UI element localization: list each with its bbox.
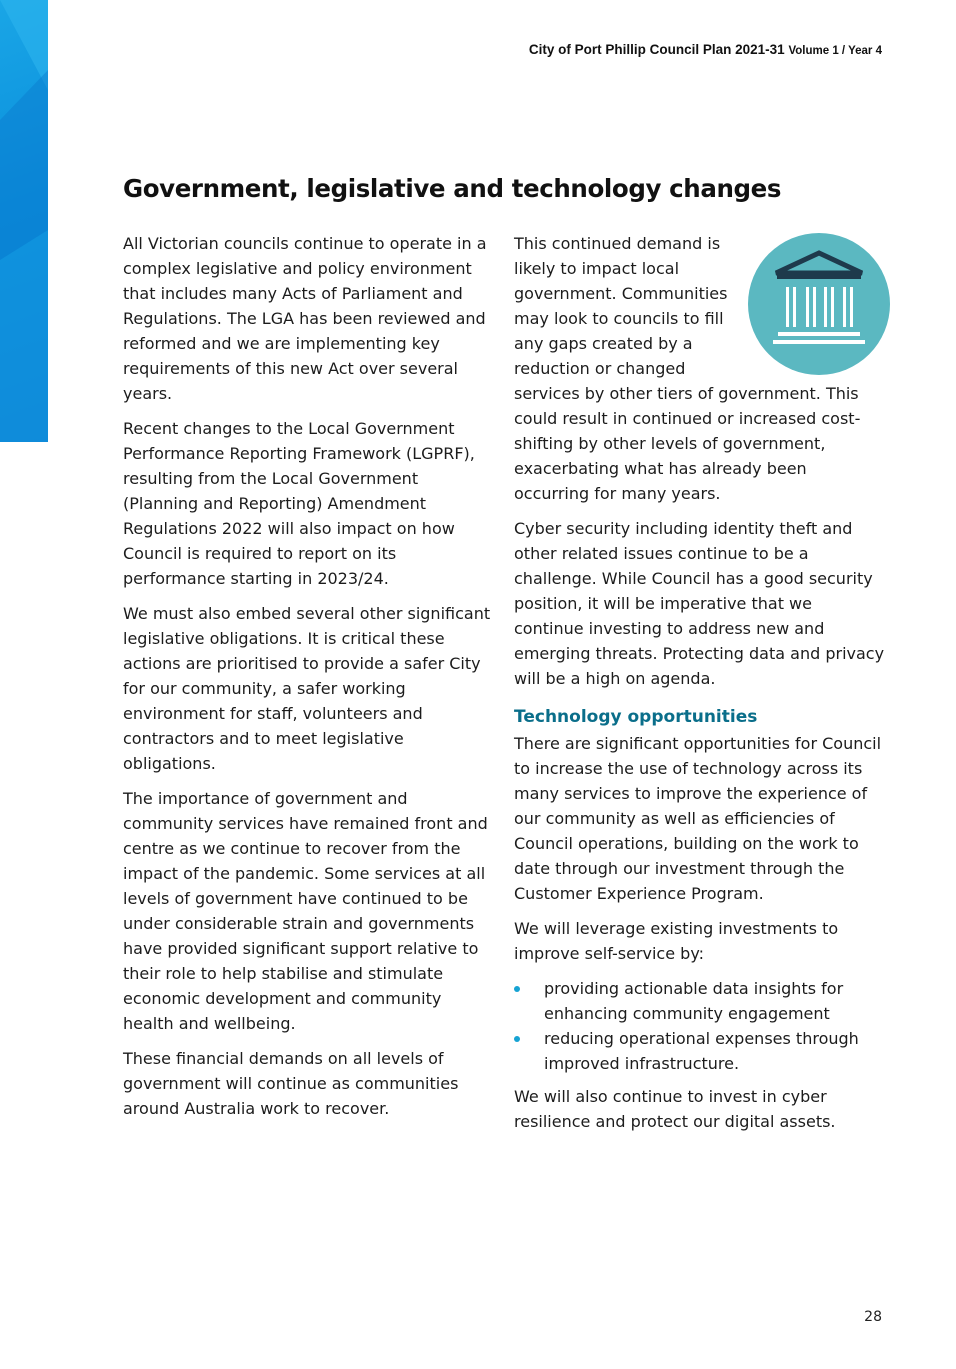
volume-label: Volume 1 / Year 4 — [788, 45, 882, 57]
paragraph: The importance of government and community services have remained front and centre as we continue to recover from the impact of the pandemic. Some services at all levels of government have continued to be under considerable strain and governments have provided significant support relative to their role to help stabilise and stimulate economic development and community health and wellbeing. — [123, 789, 488, 1033]
bullet-list — [514, 976, 886, 1076]
page-number: 28 — [864, 1309, 882, 1325]
list-item-text: reducing operational expenses through improved infrastructure. — [544, 1029, 859, 1073]
paragraph: These financial demands on all levels of government will continue as communities around Australia work to recover. — [123, 1049, 459, 1118]
list-item — [514, 1026, 886, 1076]
paragraph: Cyber security including identity theft and other related issues continue to be a challenge. While Council has a good security position, it will be imperative that we continue investing to address new and emerging threats. Protecting data and privacy will be a high on agenda. — [514, 519, 885, 688]
paragraph: Recent changes to the Local Government Performance Reporting Framework (LGPRF), resulting from the Local Government (Planning and Reporting) Amendment Regulations 2022 will also impact on how Council is required to report on its performance starting in 2023/24. — [123, 419, 475, 588]
document-title: City of Port Phillip Council Plan 2021-31 — [528, 42, 785, 57]
decorative-side-band — [0, 0, 48, 442]
side-band-pattern — [0, 0, 48, 442]
paragraph: We will also continue to invest in cyber resilience and protect our digital assets. — [514, 1087, 836, 1131]
paragraph: There are significant opportunities for Council to increase the use of technology across its many services to improve the experience of our community as well as efficiencies of Council operations, building on the work to date through our investment through the Customer Experience Program. — [514, 734, 882, 903]
page-title: Government, legislative and technology changes — [123, 174, 782, 203]
bullet-dot-icon — [514, 1036, 520, 1042]
paragraph: This continued demand is likely to impact local government. Communities may look to councils to fill any gaps created by a reduction or changed services by other tiers of government. This could result in continued or increased cost-shifting by other levels of government, exacerbating what has already been occurring for many years. — [514, 234, 861, 503]
government-building-icon — [734, 231, 886, 379]
paragraph: We will leverage existing investments to improve self-service by: — [514, 919, 839, 963]
running-header — [529, 42, 882, 57]
list-item — [514, 976, 886, 1026]
bullet-dot-icon — [514, 986, 520, 992]
right-column — [514, 231, 886, 1144]
list-item-text: providing actionable data insights for enhancing community engagement — [544, 979, 844, 1023]
paragraph: All Victorian councils continue to operate in a complex legislative and policy environment that includes many Acts of Parliament and Regulations. The LGA has been reviewed and reformed and we are implementing key requirements of this new Act over several years. — [123, 234, 487, 403]
paragraph: We must also embed several other significant legislative obligations. It is critical these actions are prioritised to provide a safer City for our community, a safer working environment for staff, volunteers and contractors and to meet legislative obligations. — [123, 604, 491, 773]
subheading-technology-opportunities: Technology opportunities — [514, 707, 758, 727]
left-column — [123, 231, 495, 1131]
